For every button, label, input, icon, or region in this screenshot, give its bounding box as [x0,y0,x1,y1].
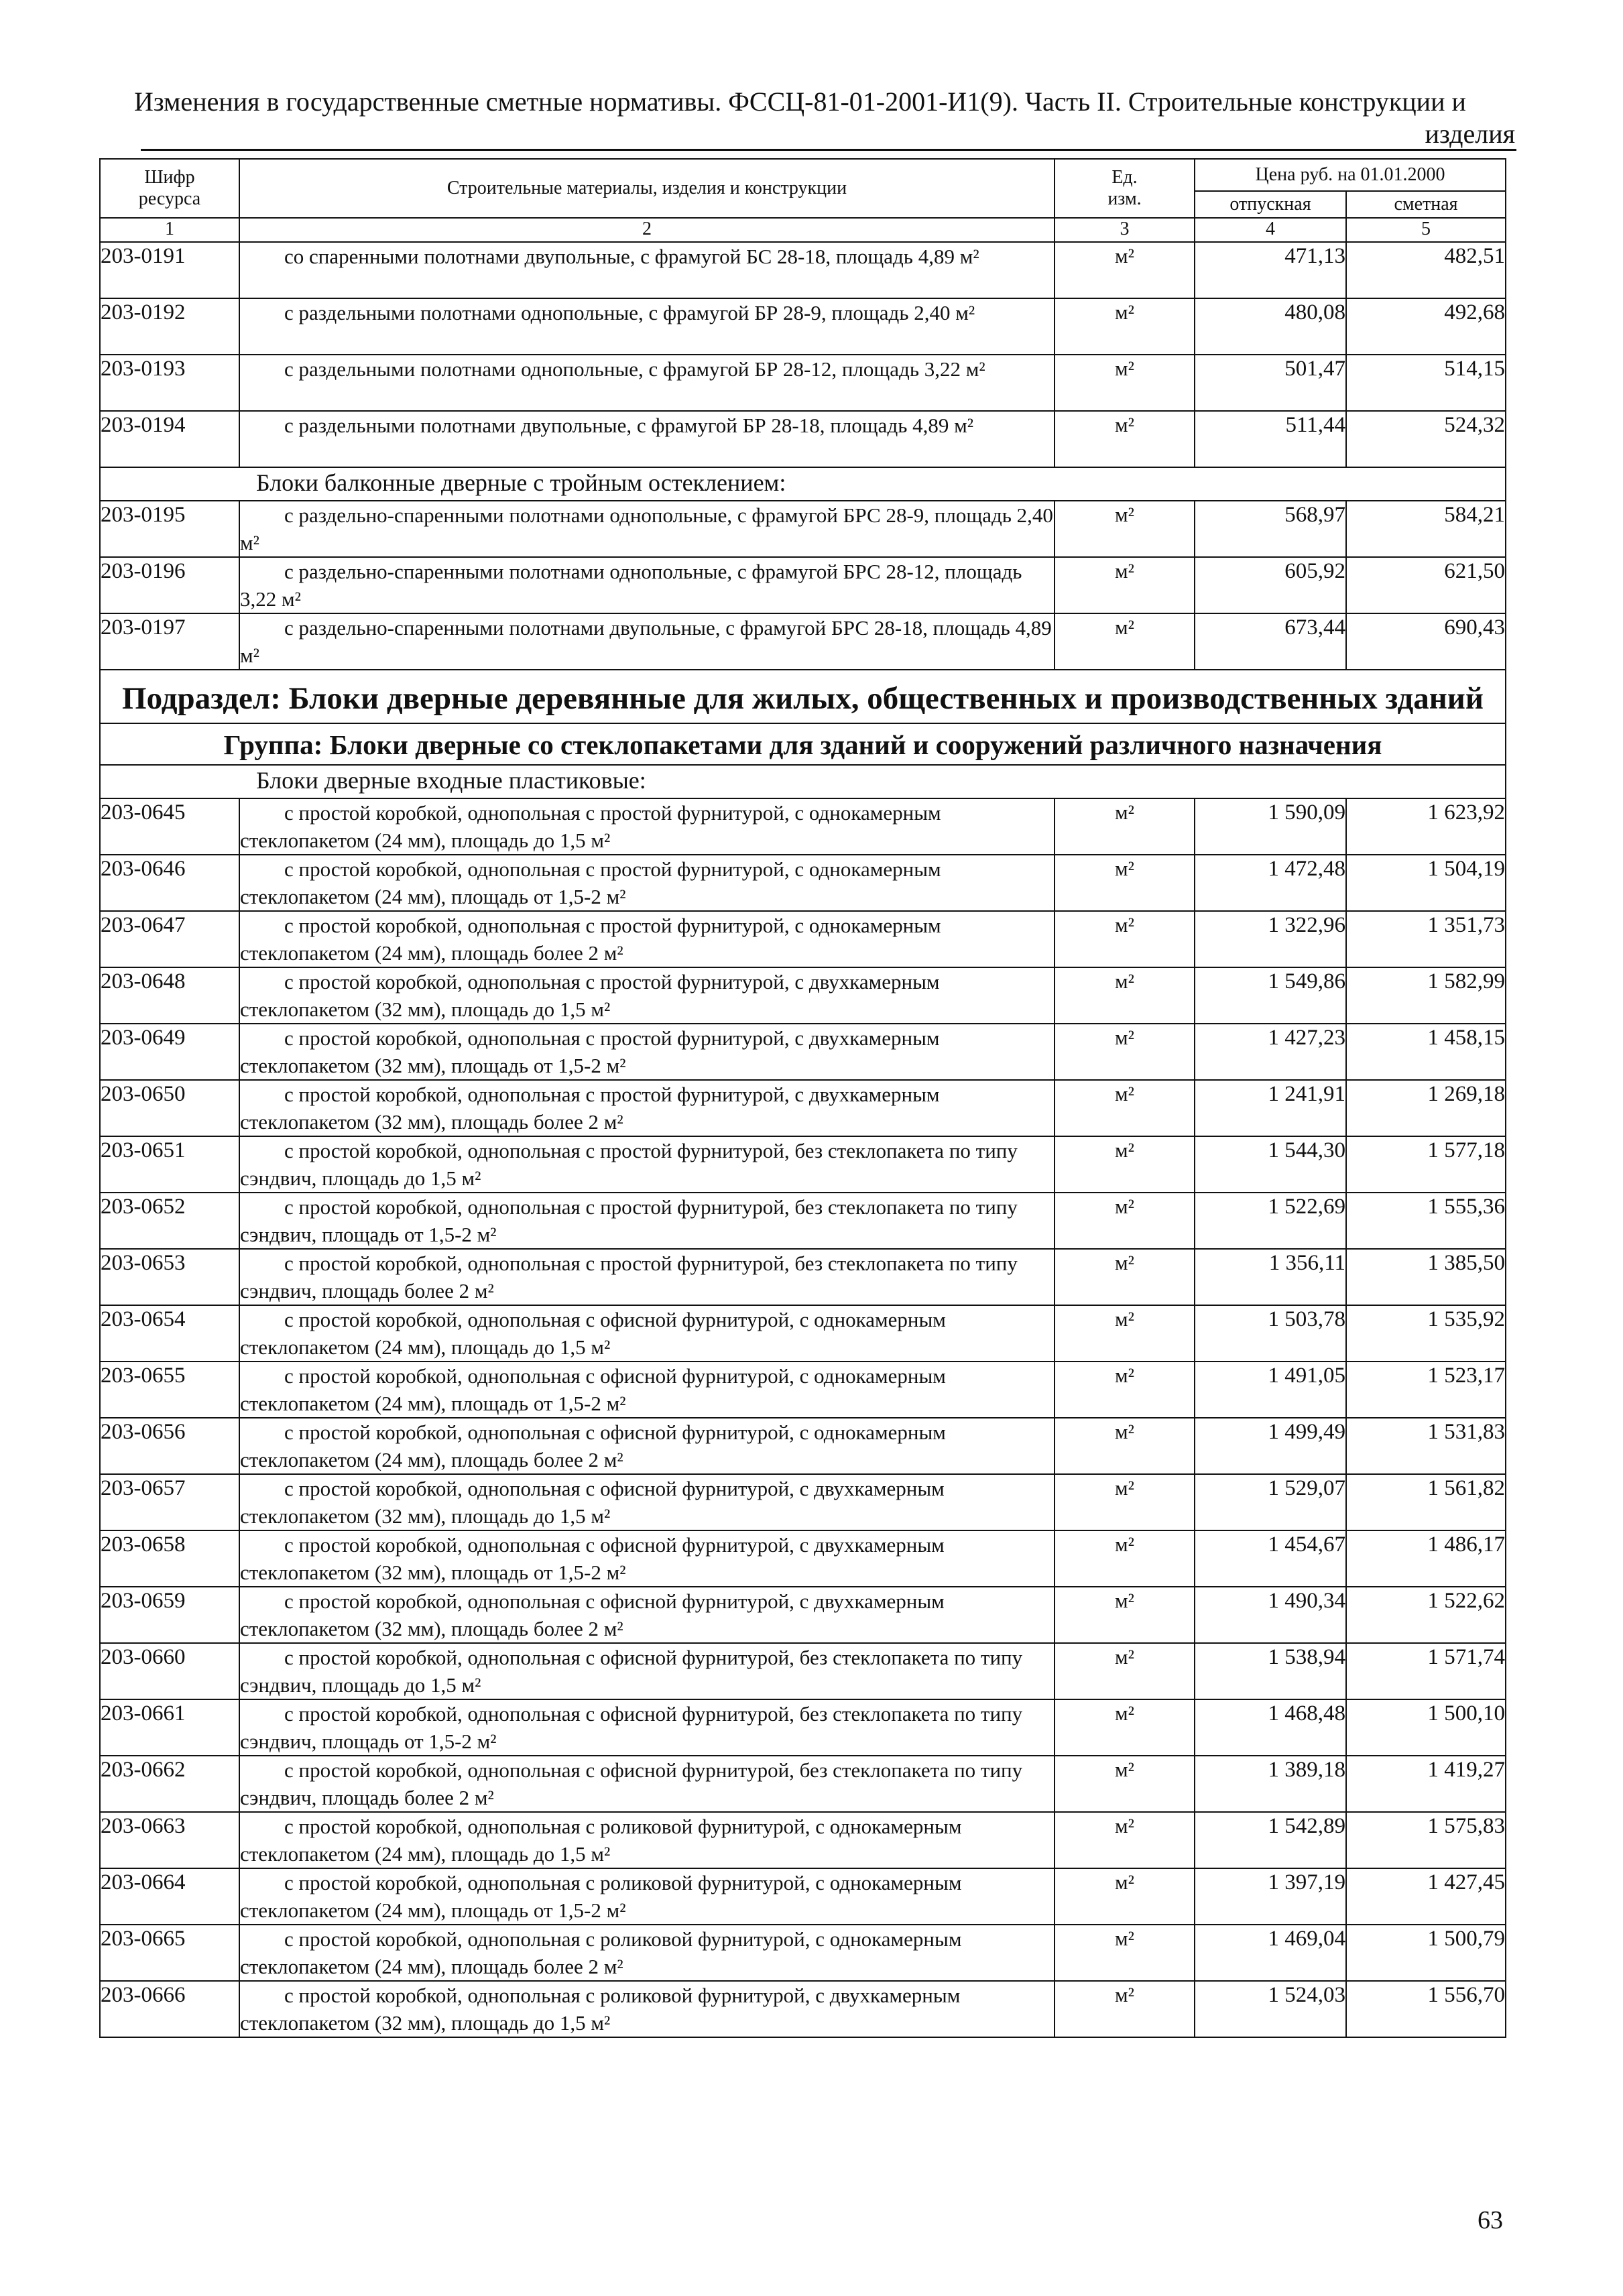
price-release: 1 538,94 [1195,1643,1346,1699]
material-name: с простой коробкой, однопольная с роликовой фурнитурой, с однокамерным стеклопакетом (24 мм), площадь до 1,5 м² [239,1812,1055,1868]
resource-code: 203-0663 [100,1812,239,1868]
price-table [99,158,1506,2038]
material-name: с раздельными полотнами однопольные, с фрамугой БР 28-9, площадь 2,40 м² [239,298,1055,355]
price-release: 605,92 [1195,557,1346,613]
price-estimate: 1 571,74 [1346,1643,1506,1699]
material-name: с простой коробкой, однопольная с простой фурнитурой, с однокамерным стеклопакетом (24 мм), площадь до 1,5 м² [239,798,1055,855]
price-estimate: 1 351,73 [1346,911,1506,967]
material-name: с простой коробкой, однопольная с офисной фурнитурой, с однокамерным стеклопакетом (24 мм), площадь от 1,5-2 м² [239,1362,1055,1418]
column-number: 5 [1346,218,1506,242]
resource-code: 203-0661 [100,1699,239,1756]
table-row [100,1418,1506,1474]
resource-code: 203-0645 [100,798,239,855]
table-row [100,1812,1506,1868]
group-title: Группа: Блоки дверные со стеклопакетами для зданий и сооружений различного назначения [100,723,1506,765]
price-release: 1 469,04 [1195,1925,1346,1981]
material-name: с простой коробкой, однопольная с простой фурнитурой, без стеклопакета по типу сэндвич, площадь более 2 м² [239,1249,1055,1305]
resource-code: 203-0646 [100,855,239,911]
resource-code: 203-0656 [100,1418,239,1474]
material-name: с простой коробкой, однопольная с роликовой фурнитурой, с двухкамерным стеклопакетом (32 мм), площадь до 1,5 м² [239,1981,1055,2037]
table-row [100,911,1506,967]
material-name: с простой коробкой, однопольная с простой фурнитурой, с двухкамерным стеклопакетом (32 мм), площадь более 2 м² [239,1080,1055,1136]
table-row [100,1305,1506,1362]
header-price-estimate: сметная [1346,191,1506,218]
price-estimate: 584,21 [1346,501,1506,557]
unit: м² [1055,1981,1195,2037]
price-release: 1 542,89 [1195,1812,1346,1868]
table-row [100,1643,1506,1699]
material-name: с простой коробкой, однопольная с офисной фурнитурой, без стеклопакета по типу сэндвич, площадь более 2 м² [239,1756,1055,1812]
price-estimate: 1 504,19 [1346,855,1506,911]
unit: м² [1055,911,1195,967]
resource-code: 203-0651 [100,1136,239,1193]
unit: м² [1055,1587,1195,1643]
resource-code: 203-0648 [100,967,239,1024]
unit: м² [1055,1193,1195,1249]
unit: м² [1055,557,1195,613]
rows-section-c [100,798,1506,2037]
resource-code: 203-0664 [100,1868,239,1925]
resource-code: 203-0649 [100,1024,239,1080]
table-row [100,1530,1506,1587]
unit: м² [1055,1362,1195,1418]
headings-section [100,670,1506,798]
resource-code: 203-0659 [100,1587,239,1643]
price-release: 1 524,03 [1195,1981,1346,2037]
material-name: с раздельными полотнами однопольные, с фрамугой БР 28-12, площадь 3,22 м² [239,355,1055,411]
material-name: с простой коробкой, однопольная с простой фурнитурой, с двухкамерным стеклопакетом (32 мм), площадь от 1,5-2 м² [239,1024,1055,1080]
price-release: 1 490,34 [1195,1587,1346,1643]
price-release: 1 468,48 [1195,1699,1346,1756]
price-release: 1 472,48 [1195,855,1346,911]
table-row [100,1981,1506,2037]
subsection-title: Подраздел: Блоки дверные деревянные для жилых, общественных и производственных зданий [100,670,1506,723]
unit: м² [1055,501,1195,557]
unit: м² [1055,1530,1195,1587]
caption-balcony-triple: Блоки балконные дверные с тройным остеклением: [100,467,1506,501]
price-estimate: 621,50 [1346,557,1506,613]
price-release: 568,97 [1195,501,1346,557]
header-price-release: отпускная [1195,191,1346,218]
price-estimate: 1 623,92 [1346,798,1506,855]
resource-code: 203-0196 [100,557,239,613]
rows-section-a [100,242,1506,467]
table-row [100,1587,1506,1643]
material-name: с простой коробкой, однопольная с офисной фурнитурой, с двухкамерным стеклопакетом (32 мм), площадь до 1,5 м² [239,1474,1055,1530]
resource-code: 203-0197 [100,613,239,670]
unit: м² [1055,1868,1195,1925]
price-estimate: 1 523,17 [1346,1362,1506,1418]
material-name: с раздельно-спаренными полотнами двупольные, с фрамугой БРС 28-18, площадь 4,89 м² [239,613,1055,670]
table-row [100,967,1506,1024]
table-row [100,1249,1506,1305]
resource-code: 203-0666 [100,1981,239,2037]
material-name: с простой коробкой, однопольная с простой фурнитурой, с однокамерным стеклопакетом (24 мм), площадь более 2 м² [239,911,1055,967]
price-release: 673,44 [1195,613,1346,670]
price-estimate: 524,32 [1346,411,1506,467]
column-number: 1 [100,218,239,242]
material-name: с простой коробкой, однопольная с простой фурнитурой, без стеклопакета по типу сэндвич, площадь до 1,5 м² [239,1136,1055,1193]
price-release: 471,13 [1195,242,1346,298]
price-estimate: 690,43 [1346,613,1506,670]
price-estimate: 1 269,18 [1346,1080,1506,1136]
resource-code: 203-0655 [100,1362,239,1418]
resource-code: 203-0654 [100,1305,239,1362]
column-numbers-row [100,218,1506,242]
resource-code: 203-0192 [100,298,239,355]
material-name: с простой коробкой, однопольная с офисной фурнитурой, с двухкамерным стеклопакетом (32 мм), площадь более 2 м² [239,1587,1055,1643]
material-name: с простой коробкой, однопольная с офисной фурнитурой, с однокамерным стеклопакетом (24 мм), площадь до 1,5 м² [239,1305,1055,1362]
table-row [100,1024,1506,1080]
price-estimate: 482,51 [1346,242,1506,298]
unit: м² [1055,613,1195,670]
price-release: 1 499,49 [1195,1418,1346,1474]
column-number: 2 [239,218,1055,242]
price-release: 1 322,96 [1195,911,1346,967]
price-release: 1 356,11 [1195,1249,1346,1305]
price-release: 1 590,09 [1195,798,1346,855]
table-row [100,1193,1506,1249]
price-estimate: 1 385,50 [1346,1249,1506,1305]
material-name: с простой коробкой, однопольная с офисной фурнитурой, с двухкамерным стеклопакетом (32 мм), площадь от 1,5-2 м² [239,1530,1055,1587]
table-row [100,613,1506,670]
material-name: с простой коробкой, однопольная с роликовой фурнитурой, с однокамерным стеклопакетом (24 мм), площадь от 1,5-2 м² [239,1868,1055,1925]
resource-code: 203-0662 [100,1756,239,1812]
unit: м² [1055,1249,1195,1305]
price-estimate: 1 535,92 [1346,1305,1506,1362]
unit: м² [1055,1812,1195,1868]
material-name: со спаренными полотнами двупольные, с фрамугой БС 28-18, площадь 4,89 м² [239,242,1055,298]
rows-section-b [100,501,1506,670]
unit: м² [1055,1756,1195,1812]
table-row [100,501,1506,557]
material-name: с простой коробкой, однопольная с офисной фурнитурой, без стеклопакета по типу сэндвич, площадь до 1,5 м² [239,1643,1055,1699]
price-estimate: 1 500,79 [1346,1925,1506,1981]
unit: м² [1055,1136,1195,1193]
price-estimate: 1 419,27 [1346,1756,1506,1812]
price-estimate: 1 556,70 [1346,1981,1506,2037]
table-row [100,798,1506,855]
material-name: с простой коробкой, однопольная с простой фурнитурой, с двухкамерным стеклопакетом (32 мм), площадь до 1,5 м² [239,967,1055,1024]
price-estimate: 1 458,15 [1346,1024,1506,1080]
resource-code: 203-0650 [100,1080,239,1136]
page-header [134,86,1515,150]
table-row [100,1474,1506,1530]
resource-code: 203-0652 [100,1193,239,1249]
price-release: 1 549,86 [1195,967,1346,1024]
table-row [100,298,1506,355]
table-row [100,355,1506,411]
price-release: 1 397,19 [1195,1868,1346,1925]
price-release: 501,47 [1195,355,1346,411]
unit: м² [1055,967,1195,1024]
material-name: с раздельными полотнами двупольные, с фрамугой БР 28-18, площадь 4,89 м² [239,411,1055,467]
price-release: 1 529,07 [1195,1474,1346,1530]
header-price: Цена руб. на 01.01.2000 [1195,159,1506,191]
unit: м² [1055,1925,1195,1981]
table-row [100,1080,1506,1136]
material-name: с простой коробкой, однопольная с офисной фурнитурой, без стеклопакета по типу сэндвич, площадь от 1,5-2 м² [239,1699,1055,1756]
price-estimate: 1 427,45 [1346,1868,1506,1925]
caption-entrance-plastic: Блоки дверные входные пластиковые: [100,765,1506,798]
price-release: 1 454,67 [1195,1530,1346,1587]
price-estimate: 514,15 [1346,355,1506,411]
material-name: с раздельно-спаренными полотнами однопольные, с фрамугой БРС 28-9, площадь 2,40 м² [239,501,1055,557]
unit: м² [1055,355,1195,411]
price-estimate: 1 486,17 [1346,1530,1506,1587]
table-row [100,1699,1506,1756]
material-name: с раздельно-спаренными полотнами однопольные, с фрамугой БРС 28-12, площадь 3,22 м² [239,557,1055,613]
price-estimate: 1 522,62 [1346,1587,1506,1643]
table-row [100,1756,1506,1812]
resource-code: 203-0193 [100,355,239,411]
page-header-line2: изделия [1425,119,1515,149]
header-code: Шифр ресурса [100,159,239,218]
unit: м² [1055,1474,1195,1530]
table-row [100,411,1506,467]
price-estimate: 1 577,18 [1346,1136,1506,1193]
resource-code: 203-0660 [100,1643,239,1699]
resource-code: 203-0191 [100,242,239,298]
unit: м² [1055,855,1195,911]
price-release: 1 522,69 [1195,1193,1346,1249]
material-name: с простой коробкой, однопольная с роликовой фурнитурой, с однокамерным стеклопакетом (24 мм), площадь более 2 м² [239,1925,1055,1981]
resource-code: 203-0647 [100,911,239,967]
unit: м² [1055,242,1195,298]
table-row [100,1362,1506,1418]
price-estimate: 1 555,36 [1346,1193,1506,1249]
price-release: 480,08 [1195,298,1346,355]
page-number: 63 [1478,2206,1503,2234]
caption-section-b [100,467,1506,501]
table-row [100,855,1506,911]
price-release: 1 503,78 [1195,1305,1346,1362]
price-estimate: 1 561,82 [1346,1474,1506,1530]
price-estimate: 492,68 [1346,298,1506,355]
table-row [100,1868,1506,1925]
resource-code: 203-0658 [100,1530,239,1587]
unit: м² [1055,1305,1195,1362]
price-release: 1 389,18 [1195,1756,1346,1812]
unit: м² [1055,798,1195,855]
header-rule [141,149,1516,151]
price-estimate: 1 582,99 [1346,967,1506,1024]
material-name: с простой коробкой, однопольная с офисной фурнитурой, с однокамерным стеклопакетом (24 мм), площадь более 2 м² [239,1418,1055,1474]
unit: м² [1055,298,1195,355]
unit: м² [1055,1080,1195,1136]
unit: м² [1055,1643,1195,1699]
table-row [100,1925,1506,1981]
table-row [100,1136,1506,1193]
resource-code: 203-0194 [100,411,239,467]
price-estimate: 1 500,10 [1346,1699,1506,1756]
resource-code: 203-0195 [100,501,239,557]
column-number: 3 [1055,218,1195,242]
header-unit: Ед. изм. [1055,159,1195,218]
resource-code: 203-0657 [100,1474,239,1530]
table-row [100,242,1506,298]
unit: м² [1055,1418,1195,1474]
material-name: с простой коробкой, однопольная с простой фурнитурой, с однокамерным стеклопакетом (24 мм), площадь от 1,5-2 м² [239,855,1055,911]
price-release: 1 491,05 [1195,1362,1346,1418]
price-estimate: 1 575,83 [1346,1812,1506,1868]
resource-code: 203-0653 [100,1249,239,1305]
price-release: 511,44 [1195,411,1346,467]
page-header-line1: Изменения в государственные сметные нормативы. ФССЦ-81-01-2001-И1(9). Часть II. Строительные конструкции и [134,86,1466,117]
unit: м² [1055,1024,1195,1080]
column-number: 4 [1195,218,1346,242]
price-estimate: 1 531,83 [1346,1418,1506,1474]
material-name: с простой коробкой, однопольная с простой фурнитурой, без стеклопакета по типу сэндвич, площадь от 1,5-2 м² [239,1193,1055,1249]
unit: м² [1055,1699,1195,1756]
price-release: 1 241,91 [1195,1080,1346,1136]
header-name: Строительные материалы, изделия и конструкции [239,159,1055,218]
unit: м² [1055,411,1195,467]
resource-code: 203-0665 [100,1925,239,1981]
table-row [100,557,1506,613]
price-release: 1 427,23 [1195,1024,1346,1080]
price-release: 1 544,30 [1195,1136,1346,1193]
